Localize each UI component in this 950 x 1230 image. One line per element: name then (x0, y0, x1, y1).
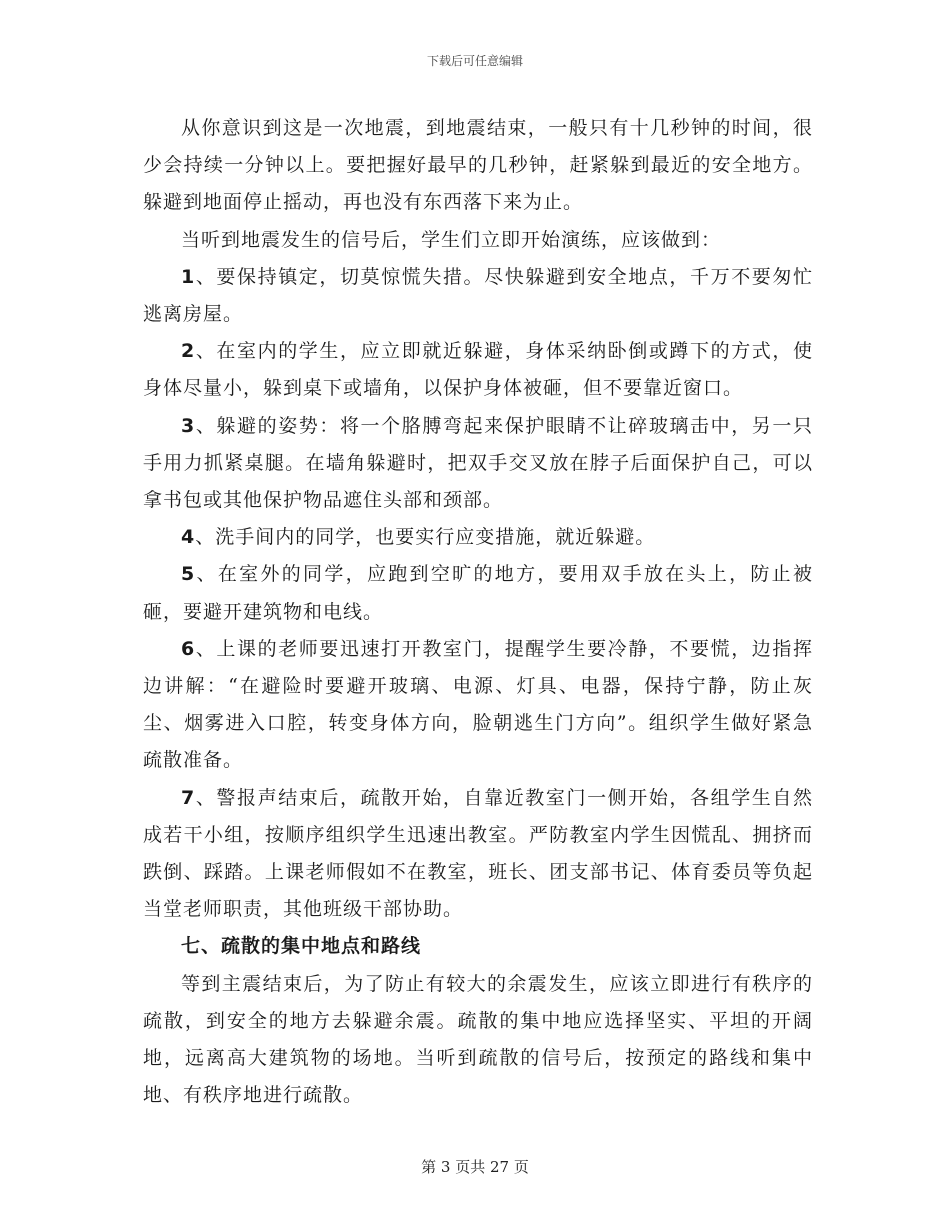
item-number: 4 (181, 526, 196, 549)
list-item (143, 408, 813, 520)
item-text: 、在室内的学生，应立即就近躲避，身体采纳卧倒或蹲下的方式，使身体尽量小，躲到桌下或墙角，以保护身体被砸，但不要靠近窗口。 (143, 340, 813, 400)
page-number: 第 3 页共 27 页 (421, 1158, 529, 1176)
instruction-paragraph: 当听到地震发生的信号后，学生们立即开始演练，应该做到： (181, 228, 722, 251)
item-text: 、警报声结束后，疏散开始，自靠近教室门一侧开始，各组学生自然成若干小组，按顺序组织学生迅速出教室。严防教室内学生因慌乱、拥挤而跌倒、踩踏。上课老师假如不在教室，班长、团支部书记、体育委员等负起当堂老师职责，其他班级干部协助。 (143, 786, 813, 921)
section-paragraph: 等到主震结束后，为了防止有较大的余震发生，应该立即进行有秩序的疏散，到安全的地方去躲避余震。疏散的集中地应选择坚实、平坦的开阔地，远离高大建筑物的场地。当听到疏散的信号后，按预定的路线和集中地、有秩序地进行疏散。 (143, 972, 813, 1107)
item-number: 6 (181, 637, 196, 660)
section-heading: 七、疏散的集中地点和路线 (181, 935, 422, 958)
list-item (143, 631, 813, 780)
item-number: 5 (181, 563, 196, 586)
item-text: 、洗手间内的同学，也要实行应变措施，就近躲避。 (195, 526, 656, 549)
item-number: 3 (181, 414, 196, 437)
item-number: 2 (181, 340, 196, 363)
intro-paragraph: 从你意识到这是一次地震，到地震结束，一般只有十几秒钟的时间，很少会持续一分钟以上。要把握好最早的几秒钟，赶紧躲到最近的安全地方。躲避到地面停止摇动，再也没有东西落下来为止。 (143, 117, 813, 214)
item-text: 、上课的老师要迅速打开教室门，提醒学生要冷静，不要慌，边指挥边讲解：“在避险时要避开玻璃、电源、灯具、电器，保持宁静，防止灰尘、烟雾进入口腔，转变身体方向，脸朝逃生门方向”。组织学生做好紧急疏散准备。 (143, 637, 813, 772)
document-body (143, 110, 813, 1114)
list-item (143, 519, 813, 556)
list-item (143, 259, 813, 333)
list-item (143, 556, 813, 630)
item-text: 、要保持镇定，切莫惊慌失措。尽快躲避到安全地点，千万不要匆忙逃离房屋。 (143, 265, 813, 326)
item-number: 7 (181, 786, 196, 809)
page-header: 下载后可任意编辑 (426, 54, 523, 68)
item-text: 、在室外的同学，应跑到空旷的地方，要用双手放在头上，防止被砸，要避开建筑物和电线。 (143, 563, 813, 623)
item-number: 1 (181, 265, 196, 288)
list-item (143, 780, 813, 929)
list-item (143, 333, 813, 407)
item-text: 、躲避的姿势：将一个胳膊弯起来保护眼睛不让碎玻璃击中，另一只手用力抓紧桌腿。在墙角躲避时，把双手交叉放在脖子后面保护自己，可以拿书包或其他保护物品遮住头部和颈部。 (143, 414, 813, 512)
